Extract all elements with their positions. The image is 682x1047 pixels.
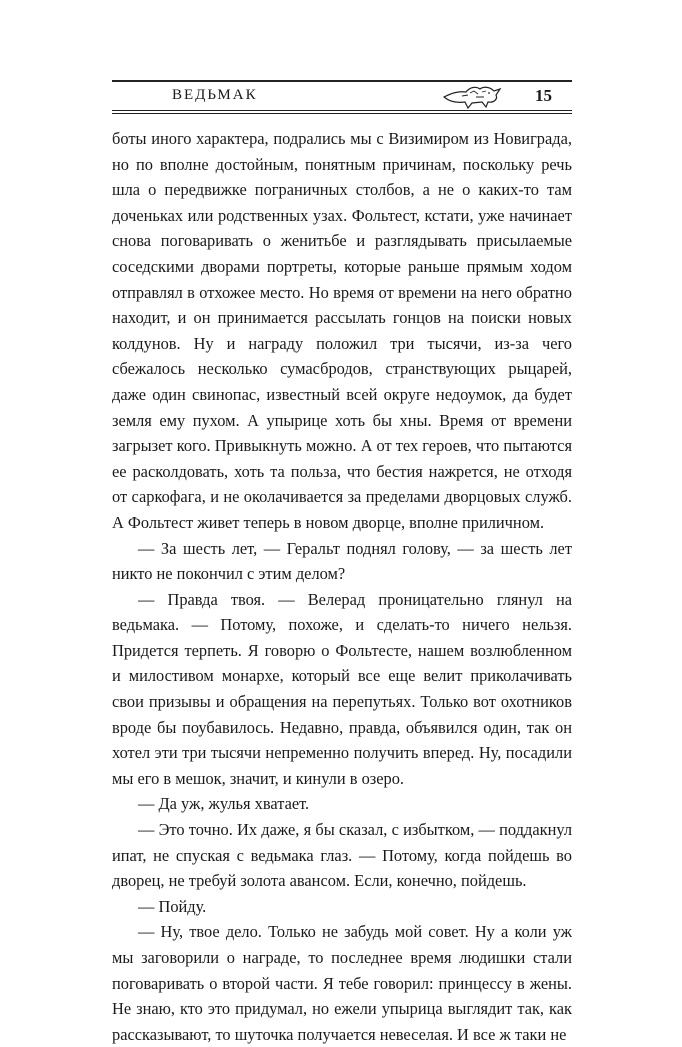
- header-top-rule: [112, 80, 572, 82]
- paragraph: — Правда твоя. — Велерад проницательно глянул на ведьмака. — Потому, похоже, и сделать-то ничего нельзя. Придется терпеть. Я говорю о Фольтесте, нашем возлюбленном и милостивом монархе, который все еще велит приколачивать свои призывы и обращения на перепутьях. Только вот охотников вроде бы поубавилось. Недавно, правда, объявился один, так он хотел эти три тысячи непременно получить вперед. Ну, посадили мы его в мешок, значит, и кинули в озеро.: [112, 589, 572, 788]
- header-rule: [112, 113, 572, 114]
- paragraph: — Ну, твое дело. Только не забудь мой совет. Ну а коли уж мы заговорили о награде, то последнее время людишки стали поговаривать о второй части. Я тебе говорил: принцессу в жены. Не знаю, кто это придумал, но ежели упырица выглядит так, как рассказывают, то шуточка получается невеселая. И все ж таки не: [112, 922, 572, 1044]
- paragraph: боты иного характера, подрались мы с Визимиром из Новиграда, но по вполне достойным, понятным причинам, поскольку речь шла о передвижке пограничных столбов, а не о каких-то там доченьках или родственных узах. Фольтест, кстати, уже начинает снова поговаривать о женитьбе и разглядывать присылаемые соседскими дворами портреты, которые раньше прямым ходом отправлял в отхожее место. Но время от времени на него обратно находит, и он принимается рассылать гонцов на поиски новых колдунов. Ну и награду положил три тысячи, из-за чего сбежалось несколько сумасбродов, странствующих рыцарей, даже один свинопас, известный всей округе недоумок, да будет земля ему пухом. А упырице хоть бы хны. Время от времени загрызет кого. Привыкнуть можно. А от тех героев, что пытаются ее расколдовать, хоть та польза, что бестия нажрется, не отходя от саркофага, и не околачивается за пределами дворцовых служб. А Фольтест живет теперь в новом дворце, вполне приличном.: [112, 129, 572, 532]
- paragraph: — Пойду.: [138, 896, 207, 916]
- running-title: ВЕДЬМАК: [172, 87, 258, 103]
- paragraph: — Это точно. Их даже, я бы сказал, с избытком, — поддакнул ипат, не спуская с ведьмака глаз. — Потому, когда пойдешь во дворец, не требуй золота авансом. Если, конечно, пойдешь.: [112, 820, 572, 891]
- header-rule: [112, 110, 572, 111]
- paragraph: — За шесть лет, — Геральт поднял голову, — за шесть лет никто не покончил с этим делом?: [112, 538, 572, 584]
- wolf-emblem-icon: [442, 83, 502, 109]
- paragraph: — Да уж, жулья хватает.: [138, 794, 310, 814]
- page-number: 15: [535, 86, 552, 105]
- body-text: [112, 126, 572, 1047]
- running-header: [112, 80, 572, 114]
